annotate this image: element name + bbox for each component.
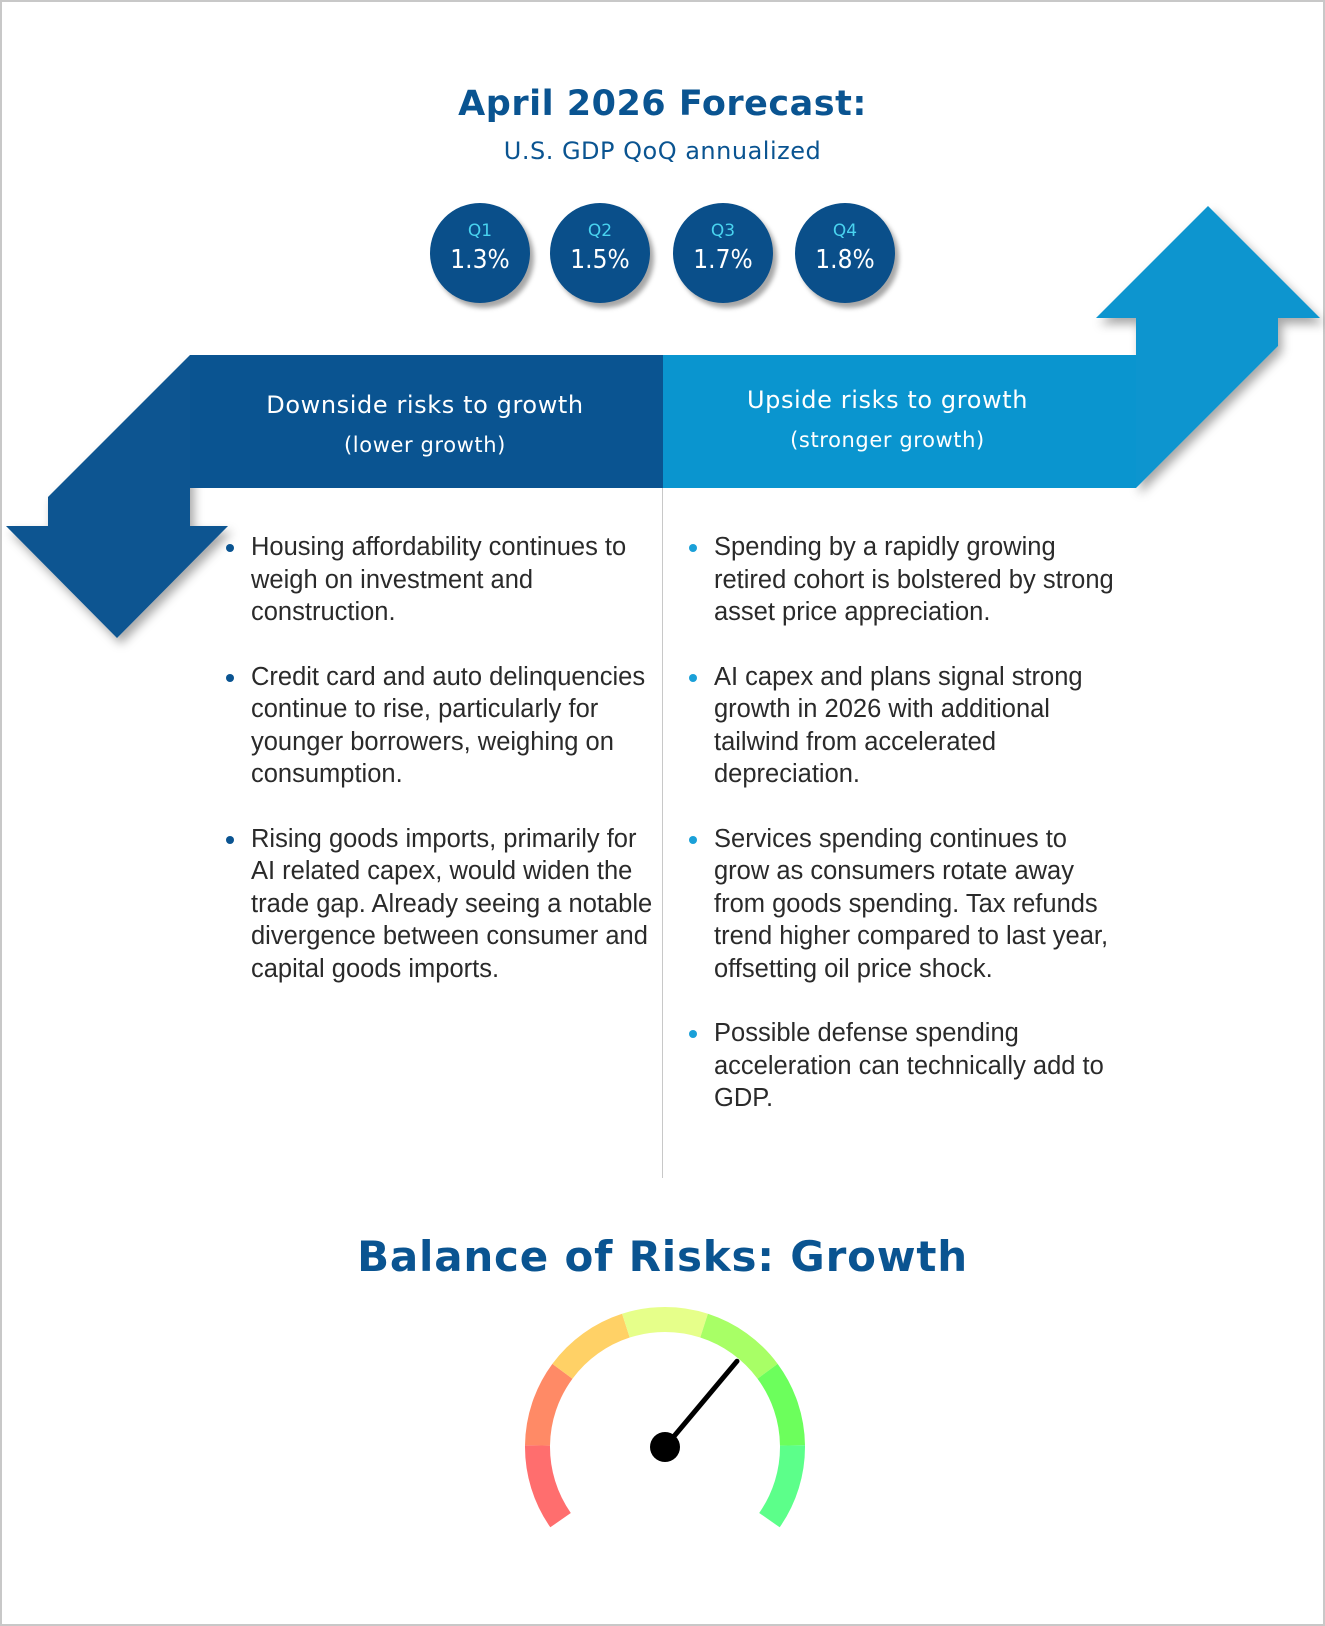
gauge-segment: [759, 1445, 805, 1527]
forecast-value: 1.3%: [450, 245, 510, 275]
list-item: Rising goods imports, primarily for AI related capex, would widen the trade gap. Already seeing a notable divergence between consumer and capital goods imports.: [226, 823, 666, 986]
gauge-segment: [622, 1307, 708, 1338]
upside-header: [665, 386, 1110, 452]
forecast-quarter-label: Q4: [832, 221, 858, 241]
upside-heading: Upside risks to growth: [746, 386, 1029, 414]
list-item: Credit card and auto delinquencies continue to rise, particularly for younger borrowers, weighing on consumption.: [226, 661, 666, 791]
gauge-segment: [700, 1314, 777, 1379]
downside-subheading: (lower growth): [344, 433, 506, 457]
forecast-quarter-label: Q2: [587, 221, 613, 241]
forecast-value: 1.7%: [693, 245, 753, 275]
gauge-segment: [552, 1314, 629, 1379]
forecast-quarter-label: Q3: [710, 221, 736, 241]
gauge-needle: [665, 1361, 737, 1447]
forecast-quarter-label: Q1: [467, 221, 493, 241]
upside-risk-list: [689, 531, 1124, 1147]
list-item: Services spending continues to grow as consumers rotate away from goods spending. Tax refunds trend higher compared to last year, offsetting oil price shock.: [689, 823, 1124, 986]
list-item: AI capex and plans signal strong growth in 2026 with additional tailwind from accelerated depreciation.: [689, 661, 1124, 791]
list-item: Spending by a rapidly growing retired cohort is bolstered by strong asset price appreciation.: [689, 531, 1124, 629]
list-item: Housing affordability continues to weigh on investment and construction.: [226, 531, 666, 629]
risk-gauge: [510, 1300, 820, 1560]
upside-subheading: (stronger growth): [790, 428, 985, 452]
list-item: Possible defense spending acceleration can technically add to GDP.: [689, 1017, 1124, 1115]
downside-risk-list: [226, 531, 666, 1017]
gauge-segment: [525, 1445, 571, 1527]
forecast-value: 1.5%: [570, 245, 630, 275]
gauge-hub: [650, 1432, 680, 1462]
forecast-value: 1.8%: [815, 245, 875, 275]
gauge-segment: [758, 1364, 805, 1446]
page-subtitle: U.S. GDP QoQ annualized: [503, 137, 822, 165]
downside-heading: Downside risks to growth: [266, 391, 584, 419]
downside-header: [190, 391, 660, 457]
gauge-segment: [525, 1364, 572, 1446]
balance-title: Balance of Risks: Growth: [357, 1232, 968, 1281]
page-title: April 2026 Forecast:: [458, 84, 867, 124]
